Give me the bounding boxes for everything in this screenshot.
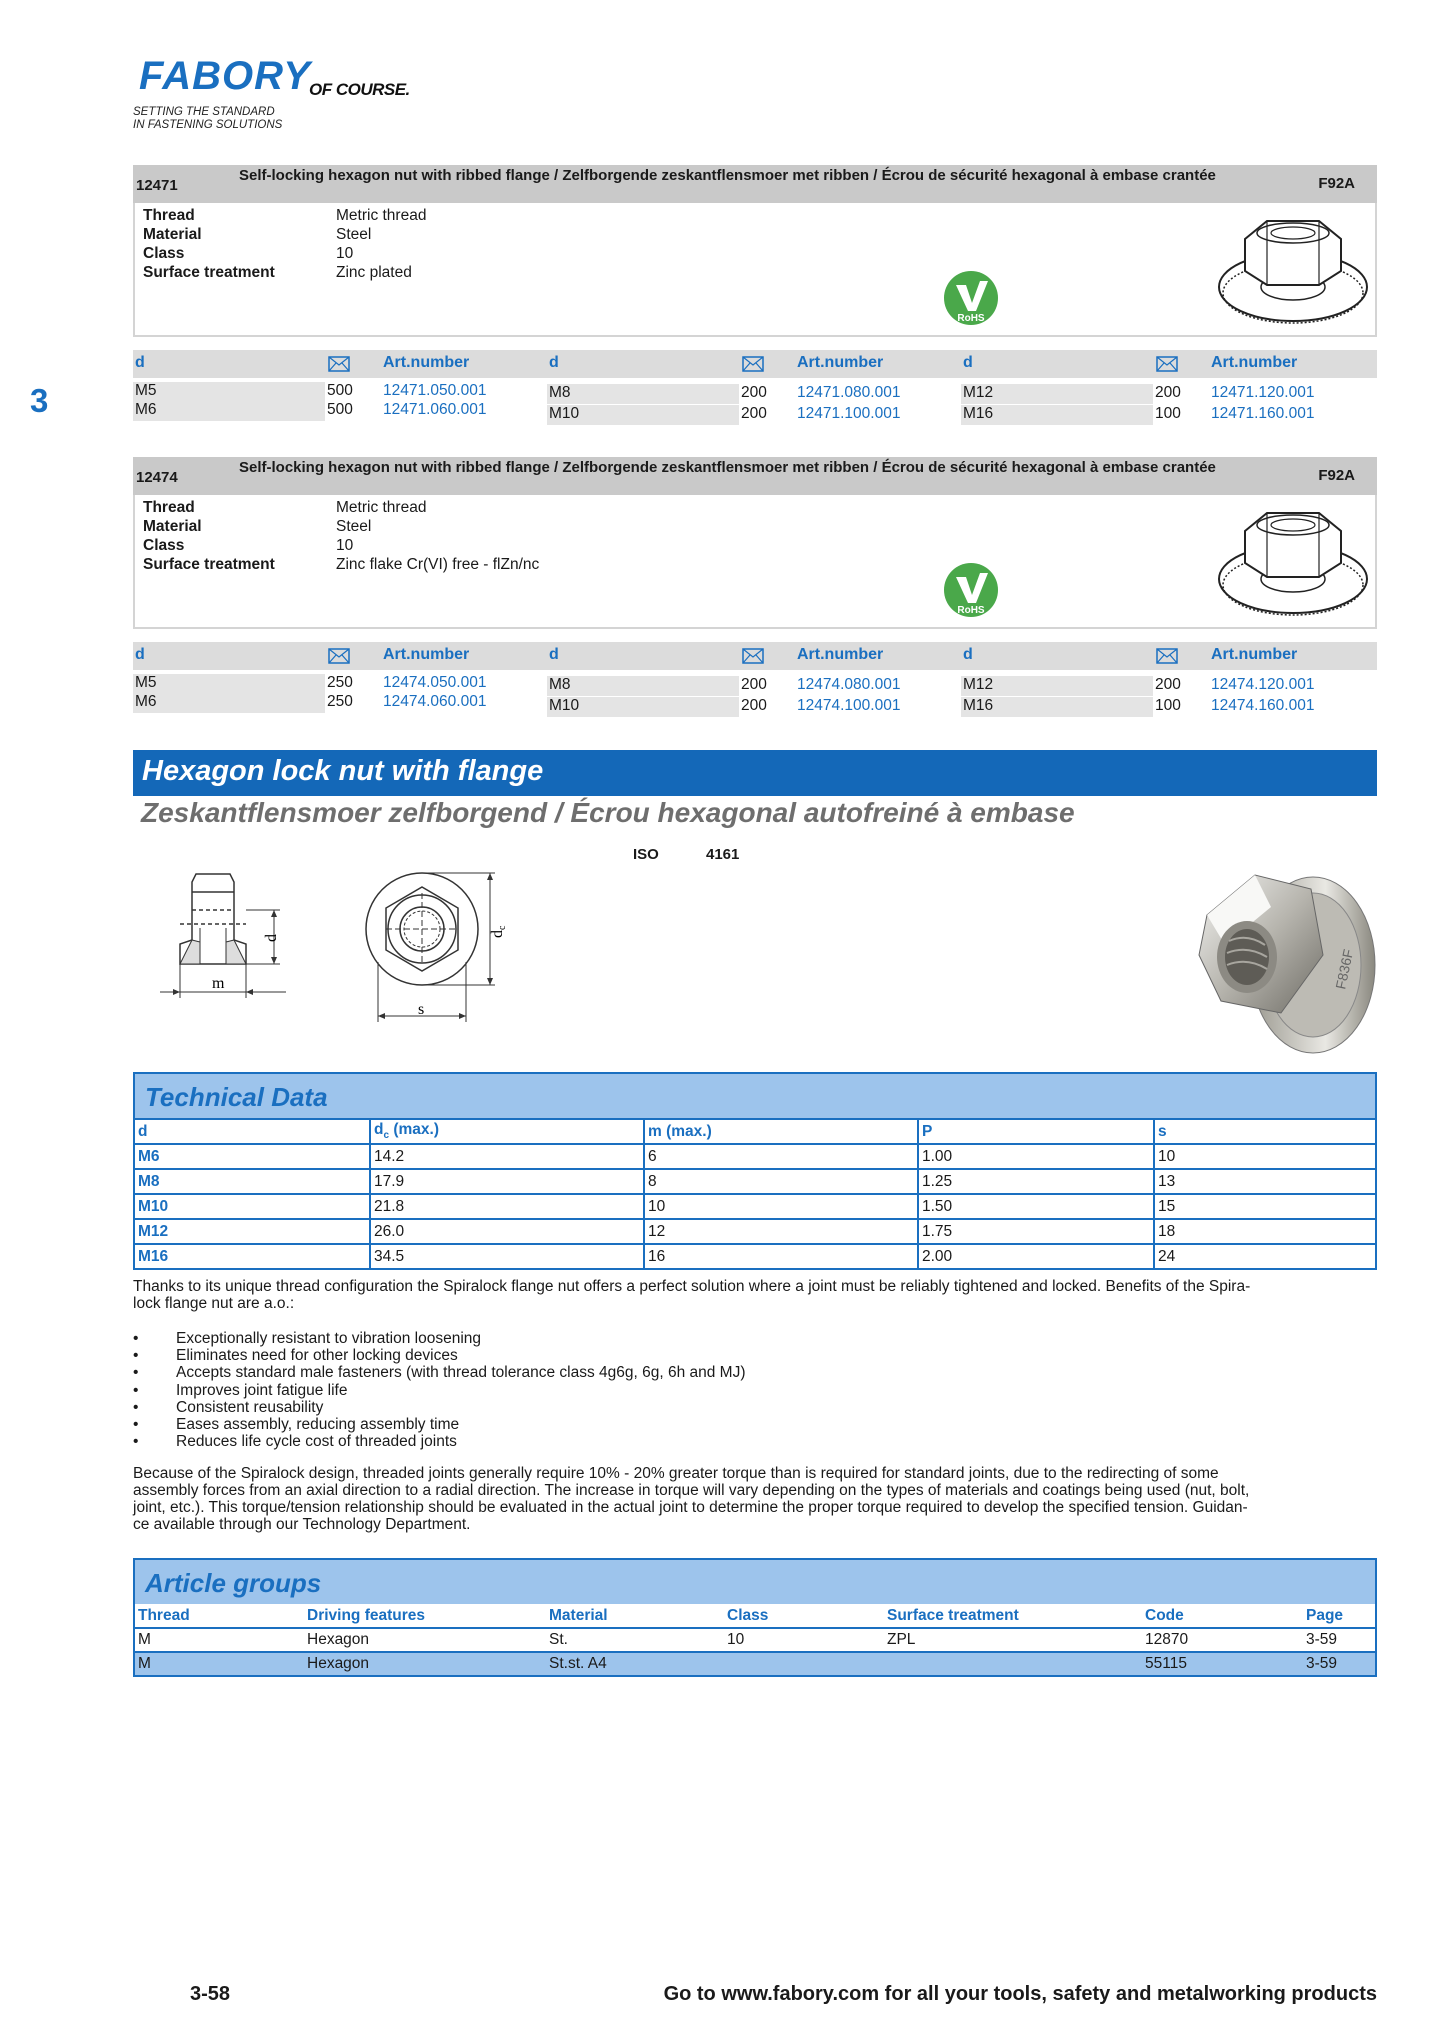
cell-class: 10 [724, 1628, 884, 1652]
article-size: M6 [133, 693, 325, 713]
column-header-art-number: Art.number [1211, 646, 1298, 663]
column-header-d: d [549, 646, 559, 663]
product-properties [143, 499, 539, 575]
standard-number: 4161 [706, 846, 740, 863]
product-block-12471 [133, 165, 1377, 337]
rohs-icon [942, 561, 1000, 619]
cell-s: 18 [1154, 1219, 1376, 1244]
product-title: Self-locking hexagon nut with ribbed flange / Zelfborgende zeskantflensmoer met ribben / Écrou de sécurité hexagonal à embase crantée [239, 167, 1216, 184]
product-code: 12471 [136, 177, 178, 194]
article-row [961, 384, 1375, 402]
cell-dc: 17.9 [370, 1169, 644, 1194]
section-title: Hexagon lock nut with flange [142, 755, 544, 787]
cell-surface-treatment: ZPL [884, 1628, 1142, 1652]
article-number-link[interactable]: 12474.080.001 [797, 676, 901, 693]
product-code: 12474 [136, 469, 178, 486]
package-quantity-icon [742, 648, 764, 664]
article-qty: 250 [327, 693, 353, 710]
list-item: • Eases assembly, reducing assembly time [133, 1416, 460, 1434]
product-header [133, 165, 1377, 203]
cell-page: 3-59 [1303, 1628, 1376, 1652]
product-properties [143, 207, 426, 283]
header-material: Material [546, 1604, 724, 1628]
header-class: Class [724, 1604, 884, 1628]
intro-paragraph: Thanks to its unique thread configuration the Spiralock flange nut offers a perfect solution where a joint must be reliably tightened and locked. Benefits of the Spira- lock flange nut are a.o.: [133, 1278, 1251, 1312]
cell-s: 24 [1154, 1244, 1376, 1269]
column-header-d: d [963, 646, 973, 663]
logo-wordmark: FABORY [139, 54, 311, 98]
list-item: • Improves joint fatigue life [133, 1381, 348, 1399]
article-row [133, 382, 547, 400]
column-header-art-number: Art.number [797, 646, 884, 663]
article-size: M10 [547, 405, 739, 425]
property-value: 10 [336, 537, 354, 554]
article-size: M12 [961, 384, 1153, 404]
dimension-label-dc: dc [489, 925, 508, 938]
article-number-link[interactable]: 12471.080.001 [797, 384, 901, 401]
header-surface-treatment: Surface treatment [884, 1604, 1142, 1628]
header-driving-features: Driving features [304, 1604, 546, 1628]
cell-dc: 26.0 [370, 1219, 644, 1244]
column-header-d: d [963, 354, 973, 371]
article-table-12474 [133, 642, 1377, 718]
cell-d: M16 [134, 1244, 370, 1269]
article-size: M6 [133, 401, 325, 421]
cell-material: St. [546, 1628, 724, 1652]
article-row [133, 401, 547, 419]
article-number-link[interactable]: 12471.160.001 [1211, 405, 1315, 422]
article-size: M16 [961, 405, 1153, 425]
cell-s: 10 [1154, 1144, 1376, 1169]
header-dc: $d_c$ (max.) [370, 1119, 644, 1144]
technical-drawing [150, 862, 550, 1042]
table-row[interactable] [134, 1628, 1376, 1652]
property-value: Metric thread [336, 499, 427, 516]
cell-class [724, 1652, 884, 1676]
header-d: d [134, 1119, 370, 1144]
article-qty: 200 [741, 384, 767, 401]
cell-thread: M [134, 1652, 304, 1676]
property-label: Surface treatment [143, 556, 275, 573]
standard-label: ISO [633, 846, 659, 863]
cell-code: 12870 [1142, 1628, 1303, 1652]
header-p: P [918, 1119, 1154, 1144]
cell-p: 1.25 [918, 1169, 1154, 1194]
property-row [143, 226, 426, 245]
article-number-link[interactable]: 12474.100.001 [797, 697, 901, 714]
cell-dc: 14.2 [370, 1144, 644, 1169]
article-row [547, 697, 961, 715]
article-column [133, 350, 547, 426]
cell-d: M6 [134, 1144, 370, 1169]
article-size: M8 [547, 676, 739, 696]
cell-material: St.st. A4 [546, 1652, 724, 1676]
header-page: Page [1303, 1604, 1376, 1628]
column-header-art-number: Art.number [797, 354, 884, 371]
property-row [143, 245, 426, 264]
product-title: Self-locking hexagon nut with ribbed flange / Zelfborgende zeskantflensmoer met ribben / Écrou de sécurité hexagonal à embase crantée [239, 459, 1216, 476]
article-qty: 100 [1155, 697, 1181, 714]
article-qty: 200 [741, 676, 767, 693]
cell-thread: M [134, 1628, 304, 1652]
property-label: Class [143, 537, 185, 554]
article-size: M5 [133, 674, 325, 694]
cell-m: 10 [644, 1194, 918, 1219]
article-number-link[interactable]: 12471.050.001 [383, 382, 487, 399]
property-label: Material [143, 226, 202, 243]
property-label: Thread [143, 499, 195, 516]
ribbed-flange-nut-icon [1215, 501, 1371, 619]
rohs-icon [942, 269, 1000, 327]
cell-page: 3-59 [1303, 1652, 1376, 1676]
article-size: M5 [133, 382, 325, 402]
article-row [547, 676, 961, 694]
table-header-row [134, 1604, 1376, 1628]
property-label: Material [143, 518, 202, 535]
logo-tagline-2: IN FASTENING SOLUTIONS [133, 119, 283, 131]
article-row [961, 405, 1375, 423]
dimension-label-m: m [212, 975, 225, 992]
article-row [547, 405, 961, 423]
ribbed-flange-nut-icon [1215, 209, 1371, 327]
product-spec-code: F92A [1318, 467, 1355, 484]
list-item: • Eliminates need for other locking devices [133, 1347, 458, 1365]
article-column [133, 642, 547, 718]
cell-p: 1.00 [918, 1144, 1154, 1169]
cell-code: 55115 [1142, 1652, 1303, 1676]
column-header-d: d [135, 354, 145, 371]
cell-p: 2.00 [918, 1244, 1154, 1269]
article-column [547, 642, 961, 718]
header-m: m (max.) [644, 1119, 918, 1144]
article-size: M16 [961, 697, 1153, 717]
property-row [143, 499, 539, 518]
article-row [547, 384, 961, 402]
technical-data-table [133, 1118, 1377, 1270]
section-subtitle: Zeskantflensmoer zelfborgend / Écrou hexagonal autofreiné à embase [141, 797, 1075, 828]
cell-m: 8 [644, 1169, 918, 1194]
benefits-list [133, 1330, 746, 1450]
property-value: Zinc plated [336, 264, 412, 281]
logo-tagline-1: SETTING THE STANDARD [133, 106, 275, 118]
article-number-link[interactable]: 12471.060.001 [383, 401, 487, 418]
cell-d: M8 [134, 1169, 370, 1194]
technical-data-title: Technical Data [145, 1082, 328, 1112]
article-number-link[interactable]: 12471.120.001 [1211, 384, 1315, 401]
article-qty: 200 [741, 697, 767, 714]
cell-s: 13 [1154, 1169, 1376, 1194]
header-s: s [1154, 1119, 1376, 1144]
footer-note: Go to www.fabory.com for all your tools, safety and metalworking products [663, 1983, 1377, 2005]
article-row [133, 693, 547, 711]
cell-m: 12 [644, 1219, 918, 1244]
property-value: Steel [336, 518, 372, 535]
property-label: Surface treatment [143, 264, 275, 281]
table-row [134, 1144, 1376, 1169]
table-row[interactable] [134, 1652, 1376, 1676]
article-number-link[interactable]: 12474.160.001 [1211, 697, 1315, 714]
list-item: • Accepts standard male fasteners (with thread tolerance class 4g6g, 6g, 6h and MJ) [133, 1364, 746, 1382]
article-column [961, 350, 1375, 426]
package-quantity-icon [1156, 356, 1178, 372]
article-size: M12 [961, 676, 1153, 696]
product-properties-box [133, 495, 1377, 629]
table-row [134, 1219, 1376, 1244]
table-header-row [134, 1119, 1376, 1144]
article-qty: 500 [327, 382, 353, 399]
section-title-bar [133, 750, 1377, 796]
article-qty: 500 [327, 401, 353, 418]
product-spec-code: F92A [1318, 175, 1355, 192]
photo-marking: F836F [1332, 947, 1357, 991]
cell-driving-features: Hexagon [304, 1652, 546, 1676]
cell-driving-features: Hexagon [304, 1628, 546, 1652]
cell-dc: 34.5 [370, 1244, 644, 1269]
article-groups-title-bar [133, 1558, 1377, 1604]
fabory-logo [133, 52, 433, 132]
table-row [134, 1244, 1376, 1269]
article-number-link[interactable]: 12474.120.001 [1211, 676, 1315, 693]
cell-m: 6 [644, 1144, 918, 1169]
rohs-label: RoHS [957, 605, 985, 616]
property-row [143, 556, 539, 575]
article-qty: 200 [741, 405, 767, 422]
article-table-12471 [133, 350, 1377, 426]
article-row [133, 674, 547, 692]
torque-paragraph: Because of the Spiralock design, threaded joints generally require 10% - 20% greater torque than is required for standard joints, due to the redirecting of some assembly forces from an axial direction to a radial direction. The increase in torque will vary depending on the types of materials and coatings being used (nut, bolt, joint, etc.). This torque/tension relationship should be evaluated in the actual joint to determine the proper torque required to develop the specified tension. Guidan- ce available through our Technology Department. [133, 1465, 1250, 1533]
chapter-number: 3 [30, 382, 49, 419]
package-quantity-icon [328, 648, 350, 664]
page-number: 3-58 [190, 1983, 231, 2005]
table-row [134, 1169, 1376, 1194]
header-thread: Thread [134, 1604, 304, 1628]
property-value: Steel [336, 226, 372, 243]
column-header-d: d [135, 646, 145, 663]
column-header-art-number: Art.number [1211, 354, 1298, 371]
article-row [961, 697, 1375, 715]
package-quantity-icon [328, 356, 350, 372]
list-item: • Exceptionally resistant to vibration loosening [133, 1330, 482, 1347]
logo-slogan: OF COURSE. [309, 80, 410, 99]
product-properties-box [133, 203, 1377, 337]
dimension-label-s: s [418, 1001, 425, 1018]
property-row [143, 537, 539, 556]
cell-surface-treatment [884, 1652, 1142, 1676]
cell-m: 16 [644, 1244, 918, 1269]
technical-data-title-bar [133, 1072, 1377, 1118]
property-row [143, 207, 426, 226]
property-value: Metric thread [336, 207, 427, 224]
property-row [143, 518, 539, 537]
product-header [133, 457, 1377, 495]
package-quantity-icon [1156, 648, 1178, 664]
article-qty: 250 [327, 674, 353, 691]
article-qty: 200 [1155, 676, 1181, 693]
article-column [961, 642, 1375, 718]
article-groups-table [133, 1604, 1377, 1677]
article-size: M10 [547, 697, 739, 717]
cell-dc: 21.8 [370, 1194, 644, 1219]
table-row [134, 1194, 1376, 1219]
column-header-art-number: Art.number [383, 354, 470, 371]
rohs-label: RoHS [957, 313, 985, 324]
article-row [961, 676, 1375, 694]
list-item: • Consistent reusability [133, 1398, 324, 1416]
article-number-link[interactable]: 12471.100.001 [797, 405, 901, 422]
package-quantity-icon [742, 356, 764, 372]
article-number-link[interactable]: 12474.060.001 [383, 693, 487, 710]
property-label: Thread [143, 207, 195, 224]
product-block-12474 [133, 457, 1377, 629]
cell-p: 1.50 [918, 1194, 1154, 1219]
dimension-label-d: d [263, 934, 280, 942]
top-view-drawing [366, 873, 495, 1022]
cell-d: M10 [134, 1194, 370, 1219]
column-header-d: d [549, 354, 559, 371]
column-header-art-number: Art.number [383, 646, 470, 663]
article-qty: 200 [1155, 384, 1181, 401]
article-size: M8 [547, 384, 739, 404]
article-number-link[interactable]: 12474.050.001 [383, 674, 487, 691]
cell-d: M12 [134, 1219, 370, 1244]
property-value: Zinc flake Cr(VI) free - flZn/nc [336, 556, 540, 573]
property-value: 10 [336, 245, 354, 262]
cell-s: 15 [1154, 1194, 1376, 1219]
product-photo [1185, 845, 1377, 1055]
article-column [547, 350, 961, 426]
property-label: Class [143, 245, 185, 262]
article-qty: 100 [1155, 405, 1181, 422]
property-row [143, 264, 426, 283]
article-groups-title: Article groups [145, 1568, 322, 1598]
cell-p: 1.75 [918, 1219, 1154, 1244]
header-code: Code [1142, 1604, 1303, 1628]
list-item: • Reduces life cycle cost of threaded joints [133, 1433, 457, 1451]
